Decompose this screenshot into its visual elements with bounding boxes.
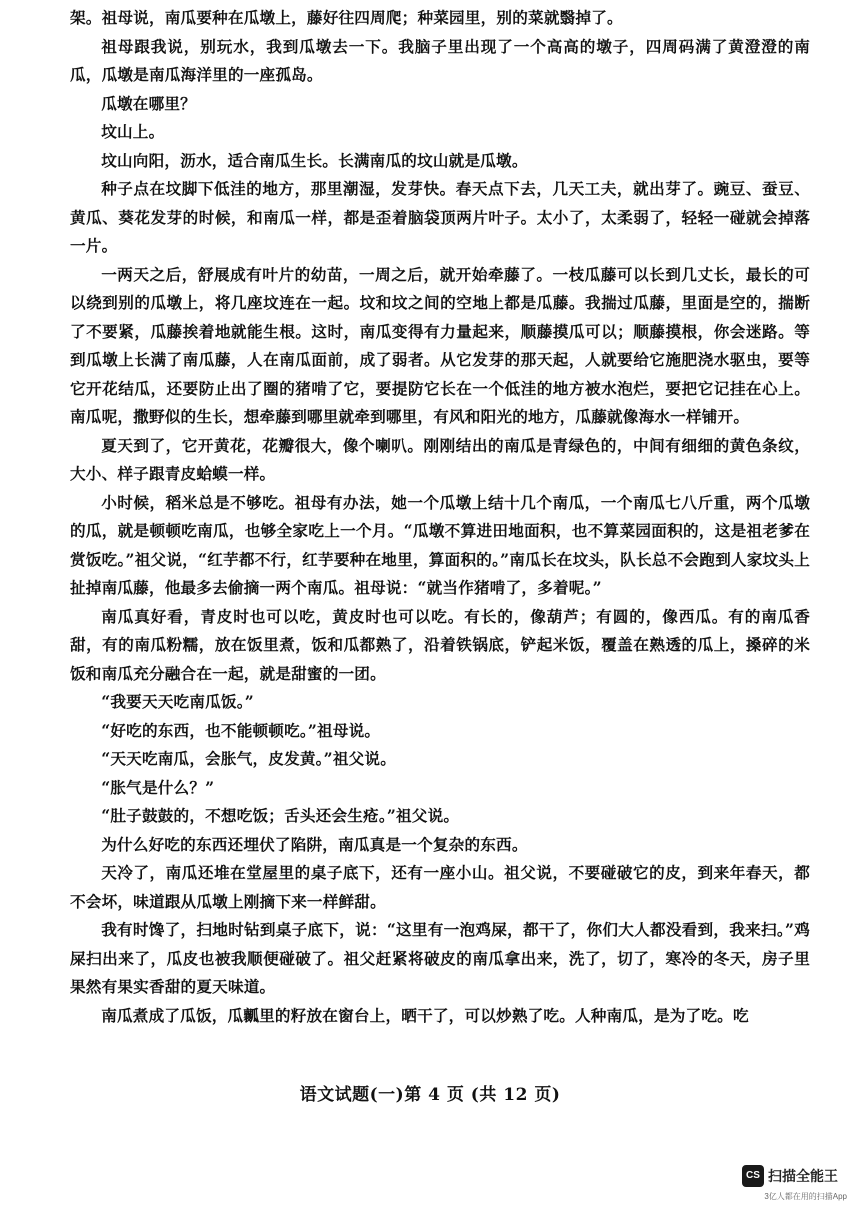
watermark-brand-name: 扫描全能王 xyxy=(768,1168,838,1184)
paragraph: 夏天到了，它开黄花，花瓣很大，像个喇叭。刚刚结出的南瓜是青绿色的，中间有细细的黄色条纹，大小、样子跟青皮蛤蟆一样。 xyxy=(70,435,810,483)
paragraph: 南瓜真好看，青皮时也可以吃，黄皮时也可以吃。有长的，像葫芦；有圆的，像西瓜。有的南瓜香甜，有的南瓜粉糯，放在饭里煮，饭和瓜都熟了，沿着铁锅底，铲起米饭，覆盖在熟透的瓜上，搡碎的米饭和南瓜充分融合在一起，就是甜蜜的一团。 xyxy=(70,606,810,683)
paragraph: 为什么好吃的东西还埋伏了陷阱，南瓜真是一个复杂的东西。 xyxy=(101,834,528,854)
paragraph: 一两天之后，舒展成有叶片的幼苗，一周之后，就开始牵藤了。一枝瓜藤可以长到几丈长，最长的可以绕到别的瓜墩上，将几座坟连在一起。坟和坟之间的空地上都是瓜藤。我揣过瓜藤，里面是空的，揣断了不要紧，瓜藤挨着地就能生根。这时，南瓜变得有力量起来，顺藤摸瓜可以；顺藤摸根，你会迷路。等到瓜墩上长满了南瓜藤，人在南瓜面前，成了弱者。从它发芽的那天起，人就要给它施肥浇水驱虫，要等它开花结瓜，还要防止出了圈的猪啃了它，要提防它长在一个低洼的地方被水泡烂，要把它记挂在心上。南瓜呢，撒野似的生长，想牵藤到哪里就牵到哪里，有风和阳光的地方，瓜藤就像海水一样铺开。 xyxy=(70,264,810,426)
dialogue-line: “好吃的东西，也不能顿顿吃。”祖母说。 xyxy=(101,720,381,740)
paragraph: 我有时馋了，扫地时钻到桌子底下，说：“这里有一泡鸡屎，都干了，你们大人都没看到，我来扫。”鸡屎扫出来了，瓜皮也被我顺便碰破了。祖父赶紧将破皮的南瓜拿出来，洗了，切了，寒冷的冬天，房子里果然有果实香甜的夏天味道。 xyxy=(70,920,810,996)
paragraph: 天冷了，南瓜还堆在堂屋里的桌子底下，还有一座小山。祖父说，不要碰破它的皮，到来年春天，都不会坏，味道跟从瓜墩上刚摘下来一样鲜甜。 xyxy=(70,863,810,911)
paragraph: 坟山向阳，沥水，适合南瓜生长。长满南瓜的坟山就是瓜墩。 xyxy=(101,150,528,170)
paragraph: 种子点在坟脚下低洼的地方，那里潮湿，发芽快。春天点下去，几天工夫，就出芽了。豌豆、蚕豆、黄瓜、葵花发芽的时候，和南瓜一样，都是歪着脑袋顶两片叶子。太小了，太柔弱了，轻轻一碰就会掉落一片。 xyxy=(70,179,810,255)
article-body xyxy=(70,4,810,1030)
paragraph: 瓜墩在哪里？ xyxy=(101,93,196,113)
paragraph: 南瓜煮成了瓜饭，瓜瓤里的籽放在窗台上，晒干了，可以炒熟了吃。人种南瓜，是为了吃。吃 xyxy=(101,1005,749,1025)
scanner-watermark xyxy=(742,1165,847,1205)
dialogue-line: “天天吃南瓜，会胀气，皮发黄。”祖父说。 xyxy=(101,749,397,768)
paragraph: 架。祖母说，南瓜要种在瓜墩上，藤好往四周爬；种菜园里，别的菜就翳掉了。 xyxy=(70,8,623,27)
paragraph: 祖母跟我说，别玩水，我到瓜墩去一下。我脑子里出现了一个高高的墩子，四周码满了黄澄澄的南瓜，瓜墩是南瓜海洋里的一座孤岛。 xyxy=(70,36,810,84)
paragraph: 小时候，稻米总是不够吃。祖母有办法，她一个瓜墩上结十几个南瓜，一个南瓜七八斤重，两个瓜墩的瓜，就是顿顿吃南瓜，也够全家吃上一个月。“瓜墩不算进田地面积，也不算菜园面积的，这是祖老爹在赏饭吃。”祖父说，“红芋都不行，红芋要种在地里，算面积的。”南瓜长在坟头，队长总不会跑到人家坟头上扯掉南瓜藤，他最多去偷摘一两个南瓜。祖母说：“就当作猪啃了，多着呢。” xyxy=(70,492,810,597)
paragraph: 坟山上。 xyxy=(101,122,165,141)
watermark-tagline: 3亿人都在用的扫描App xyxy=(764,1192,847,1201)
page-footer: 语文试题(一)第 4 页 (共 12 页) xyxy=(299,1085,561,1105)
dialogue-line: “我要天天吃南瓜饭。” xyxy=(101,692,254,711)
dialogue-line: “胀气是什么？” xyxy=(101,777,215,797)
dialogue-line: “肚子鼓鼓的，不想吃饭；舌头还会生疮。”祖父说。 xyxy=(101,806,460,825)
camscanner-logo-icon: CS xyxy=(742,1165,764,1187)
